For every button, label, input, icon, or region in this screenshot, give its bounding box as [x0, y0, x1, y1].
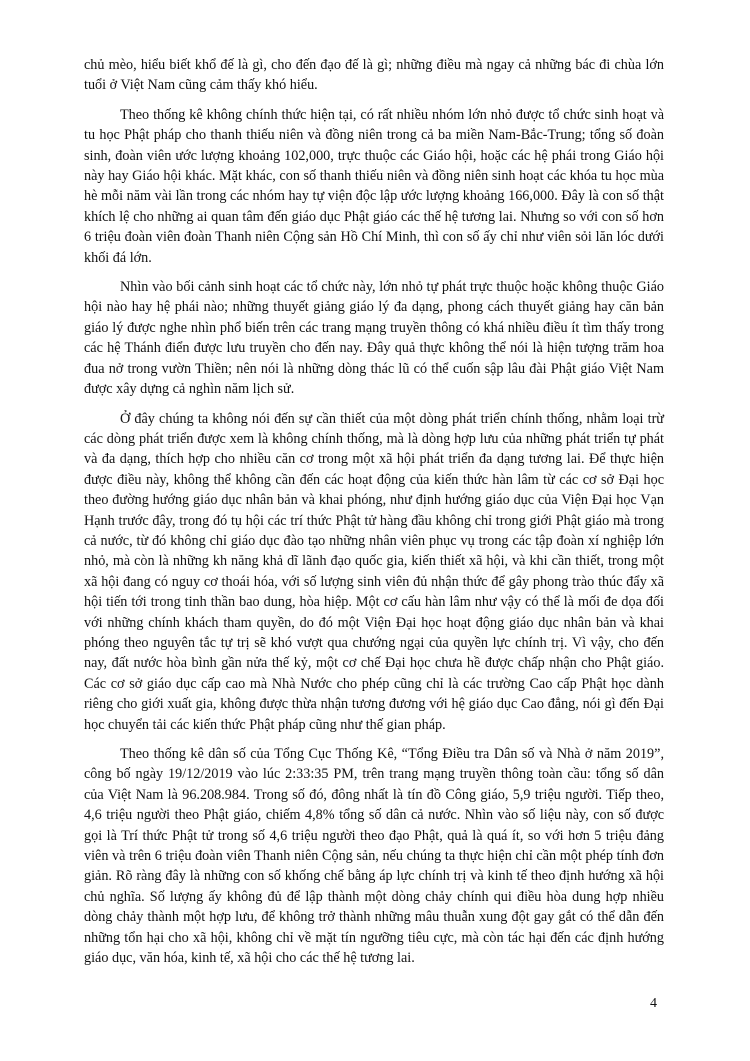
- paragraph-youth-statistics: Theo thống kê không chính thức hiện tại, có rất nhiều nhóm lớn nhỏ được tổ chức sinh hoạt và tu học Phật pháp cho thanh thiếu niên và đồng niên trong cả ba miền Nam-Bắc-Trung; tổng số đoàn sinh, đoàn viên ước lượng khoảng 102,000, trực thuộc các Giáo hội, hoặc các hệ phái trong Giáo hội này hay Giáo hội khác. Mặt khác, con số thanh thiếu niên và đồng niên sinh hoạt các khóa tu học mùa hè mỗi năm vài lần trong các nhóm hay tự viện độc lập ước lượng khoảng 166,000. Đây là con số thật khích lệ cho những ai quan tâm đến giáo dục Phật giáo các thế hệ tương lai. Nhưng so với con số hơn 6 triệu đoàn viên đoàn Thanh niên Cộng sản Hồ Chí Minh, thì con số ấy chỉ như viên sỏi lăn lóc dưới khối đá lớn.: [84, 106, 664, 266]
- paragraph-census: Theo thống kê dân số của Tổng Cục Thống Kê, “Tổng Điều tra Dân số và Nhà ở năm 2019”, công bố ngày 19/12/2019 vào lúc 2:33:35 PM, trên trang mạng truyền thông toàn cầu: tổng số dân của Việt Nam là 96.208.984. Trong số đó, đông nhất là tín đồ Công giáo, 5,9 triệu người. Tiếp theo, 4,6 triệu người theo Phật giáo, chiếm 4,8% tổng số dân cả nước. Nhìn vào số liệu này, con số được gọi là Trí thức Phật tử trong số 4,6 triệu người theo đạo Phật, quả là quá ít, so với hơn 5 triệu đảng viên và trên 6 triệu đoàn viên Thanh niên Cộng sản, nếu chúng ta thực hiện chỉ cần một phép tính đơn giản. Rõ ràng đây là những con số khống chế bằng áp lực chính trị và kinh tế theo định hướng xã hội chủ nghĩa. Số lượng ấy không đủ để lập thành một dòng chảy chính qui điều hòa dung hợp nhiều dòng chảy thành một hợp lưu, để không trở thành những mâu thuẫn xung đột gay gắt có thể dẫn đến những tổn hại cho xã hội, không chỉ về mặt tín ngưỡng tiêu cực, mà còn tác hại đến các định hướng giáo dục, văn hóa, kinh tế, xã hội cho các thế hệ tương lai.: [84, 746, 664, 967]
- page-number: 4: [650, 996, 657, 1011]
- paragraph-continuation: chủ mèo, hiểu biết khổ đế là gì, cho đến đạo đế là gì; những điều mà ngay cả những bác đi chùa lớn tuổi ở Việt Nam cũng cảm thấy khó hiểu.: [84, 57, 664, 94]
- body-text: [84, 55, 664, 977]
- paragraph-academic-institutions: Ở đây chúng ta không nói đến sự cần thiết của một dòng phát triển chính thống, nhằm loại trừ các dòng phát triển được xem là không chính thống, mà là dòng hợp lưu của những phát triển tự phát và đa dạng, thích hợp cho nhiều căn cơ trong một xã hội phát triển đa dạng tương lai. Để thực hiện được điều này, không thể không cần đến các hoạt động của kiến thức hàn lâm từ các cơ sở Đại học theo đường hướng giáo dục nhân bản và khai phóng, như định hướng giáo dục của Viện Đại học Vạn Hạnh trước đây, trong đó tụ hội các trí thức Phật tử hàng đầu không chỉ trong giới Phật giáo mà trong cả nước, từ đó không chỉ giáo dục đào tạo những nhân viên phục vụ trong các tập đoàn xí nghiệp lớn nhỏ, mà còn là những kh năng khả dĩ lãnh đạo quốc gia, kiến thiết xã hội, và khi cần thiết, trong một xã hội đang có nguy cơ thoái hóa, với số lượng sinh viên đủ nhận thức để gây phong trào thúc đẩy xã hội tiến tới trong tinh thần bao dung, hòa hiệp. Một cơ cấu hàn lâm như vậy có thể là mối đe dọa đối với những chính khách tham quyền, do đó một Viện Đại học hoạt động giáo dục nhân bản và khai phóng theo nguyên tắc tự trị sẽ khó vượt qua chướng ngại của quyền lực chính trị. Vì vậy, cho đến nay, đất nước hòa bình gần nửa thế kỷ, một cơ chế Đại học chưa hề được chấp nhận cho Phật giáo. Các cơ sở giáo dục cấp cao mà Nhà Nước cho phép cũng chỉ là các trường Cao cấp Phật học dành riêng cho giới xuất gia, không được thừa nhận tương đương với hệ giáo dục Cao đẳng, nói gì đến Đại học chuyển tải các kiến thức Phật pháp cũng như thế gian pháp.: [84, 410, 664, 733]
- paragraph-context: Nhìn vào bối cảnh sinh hoạt các tổ chức này, lớn nhỏ tự phát trực thuộc hoặc không thuộc Giáo hội nào hay hệ phái nào; những thuyết giảng giáo lý đa dạng, phong cách thuyết giảng hay căn bản giáo lý được nghe nhìn phổ biến trên các trang mạng truyền thông có khá nhiều điều ít tìm thấy trong các hệ Thánh điển được lưu truyền cho đến nay. Đây quả thực không thể nói là hiện tượng trăm hoa đua nở trong vườn Thiền; nên nói là những dòng thác lũ có thể cuốn sập lâu đài Phật giáo Việt Nam được xây dựng cả nghìn năm lịch sử.: [84, 279, 664, 398]
